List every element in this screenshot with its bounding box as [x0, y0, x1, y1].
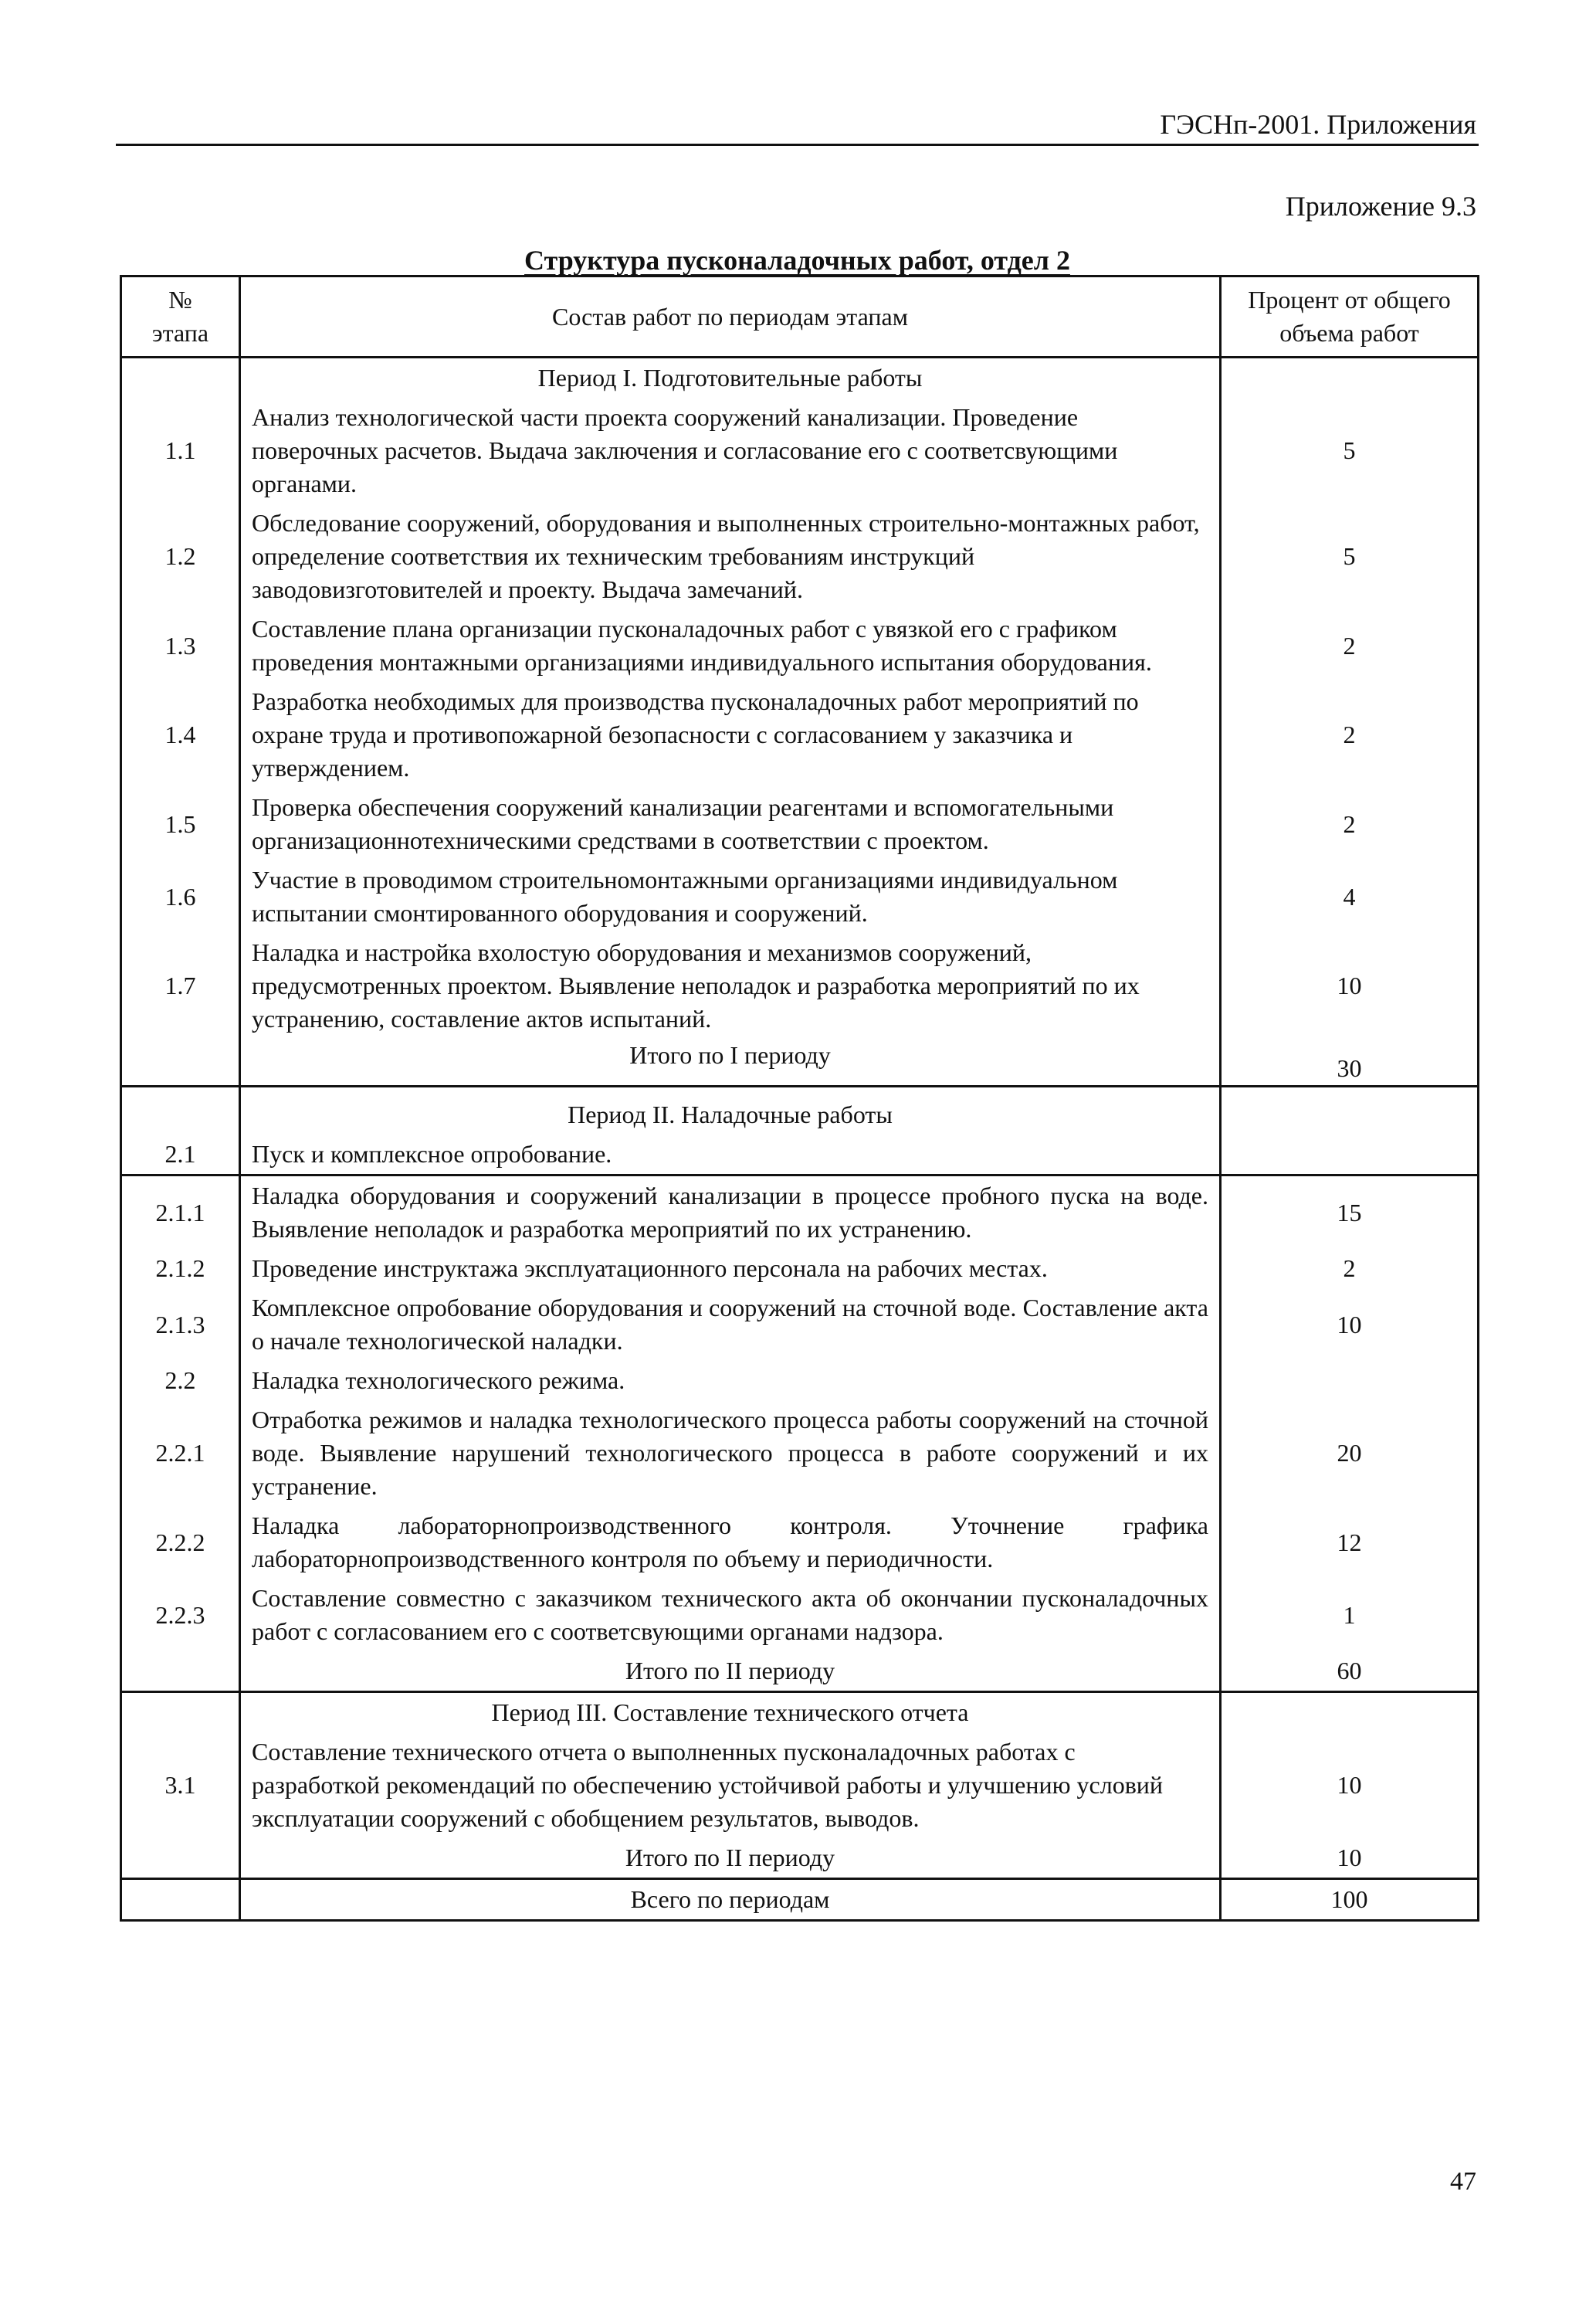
work-description: Составление технического отчета о выполненных пусконаладочных работах с разработкой рекомендаций по обеспечению устойчивой работы и улучшению условий эксплуатации сооружений с обобщением результатов, выводов. [240, 1732, 1221, 1838]
stage-number: 3.1 [121, 1732, 240, 1838]
period2-heading: Период II. Наладочные работы [240, 1087, 1221, 1135]
period-total-row [121, 1838, 1479, 1879]
table-row [121, 1249, 1479, 1288]
stage-number: 2.1.2 [121, 1249, 240, 1288]
work-description: Разработка необходимых для производства пусконаладочных работ мероприятий по охране труда и противопожарной безопасности с согласованием у заказчика и утверждением. [240, 682, 1221, 788]
period3-total-value: 10 [1221, 1838, 1479, 1879]
table-row [121, 788, 1479, 860]
work-percent: 5 [1221, 398, 1479, 504]
grand-total-row [121, 1879, 1479, 1921]
table-row [121, 860, 1479, 933]
table-header-row [121, 276, 1479, 358]
work-percent [1221, 1135, 1479, 1175]
work-percent: 5 [1221, 504, 1479, 609]
work-description: Наладка оборудования и сооружений канализации в процессе пробного пуска на воде. Выявление неполадок и разработка мероприятий по их устранению. [240, 1175, 1221, 1250]
work-description: Составление плана организации пусконаладочных работ с увязкой его с графиком проведения монтажными организациями индивидуального испытания оборудования. [240, 609, 1221, 682]
appendix-label: Приложение 9.3 [1285, 191, 1476, 222]
work-description: Участие в проводимом строительномонтажными организациями индивидуальном испытании смонтированного оборудования и сооружений. [240, 860, 1221, 933]
work-description: Наладка технологического режима. [240, 1361, 1221, 1400]
work-description: Составление совместно с заказчиком технического акта об окончании пусконаладочных работ с согласованием его с соответсвующими органами надзора. [240, 1579, 1221, 1651]
works-structure-table [120, 275, 1479, 1922]
work-description: Проверка обеспечения сооружений канализации реагентами и вспомогательными организационнотехническими средствами в соответствии с проектом. [240, 788, 1221, 860]
table-row [121, 1288, 1479, 1361]
percent-header-line2: объема работ [1279, 319, 1419, 347]
stage-number: 1.6 [121, 860, 240, 933]
table-title: Структура пусконаладочных работ, отдел 2 [524, 245, 1070, 276]
work-description: Наладка лабораторнопроизводственного контроля. Уточнение графика лабораторнопроизводственного контроля по объему и периодичности. [240, 1506, 1221, 1579]
stage-number: 1.4 [121, 682, 240, 788]
table-row [121, 1506, 1479, 1579]
work-percent: 2 [1221, 1249, 1479, 1288]
work-percent: 2 [1221, 609, 1479, 682]
table-row [121, 1135, 1479, 1175]
header-rule [116, 144, 1479, 146]
table-row [121, 609, 1479, 682]
period-total-row [121, 1651, 1479, 1692]
work-percent: 10 [1221, 933, 1479, 1039]
period3-heading: Период III. Составление технического отчета [240, 1692, 1221, 1733]
percent-header-line1: Процент от общего [1248, 286, 1451, 314]
work-description: Анализ технологической части проекта сооружений канализации. Проведение поверочных расчетов. Выдача заключения и согласование его с соответсвующими органами. [240, 398, 1221, 504]
grand-total-label: Всего по периодам [240, 1879, 1221, 1921]
work-percent: 2 [1221, 682, 1479, 788]
stage-number: 1.7 [121, 933, 240, 1039]
table-row [121, 1175, 1479, 1250]
work-percent: 10 [1221, 1288, 1479, 1361]
stage-number: 1.5 [121, 788, 240, 860]
stage-number: 2.2 [121, 1361, 240, 1400]
period3-total-label: Итого по II периоду [240, 1838, 1221, 1879]
period1-heading: Период I. Подготовительные работы [240, 358, 1221, 399]
table-row [121, 398, 1479, 504]
work-percent: 4 [1221, 860, 1479, 933]
period-heading-row [121, 1087, 1479, 1135]
grand-total-value: 100 [1221, 1879, 1479, 1921]
stage-number: 2.2.3 [121, 1579, 240, 1651]
table-row [121, 933, 1479, 1039]
period2-total-label: Итого по II периоду [240, 1651, 1221, 1692]
period-heading-row [121, 1692, 1479, 1733]
running-header: ГЭСНп-2001. Приложения [1160, 109, 1476, 140]
stage-column-header [121, 276, 240, 358]
period1-total-label: Итого по I периоду [240, 1039, 1221, 1087]
stage-number: 2.1 [121, 1135, 240, 1175]
work-percent: 10 [1221, 1732, 1479, 1838]
work-percent: 20 [1221, 1400, 1479, 1506]
stage-number: 2.1.3 [121, 1288, 240, 1361]
period-heading-row [121, 358, 1479, 399]
period2-total-value: 60 [1221, 1651, 1479, 1692]
work-percent: 15 [1221, 1175, 1479, 1250]
stage-number: 1.1 [121, 398, 240, 504]
stage-number: 1.2 [121, 504, 240, 609]
stage-number: 2.2.2 [121, 1506, 240, 1579]
table-row [121, 1361, 1479, 1400]
table-row [121, 682, 1479, 788]
work-description: Отработка режимов и наладка технологического процесса работы сооружений на сточной воде. Выявление нарушений технологического процесса в работе сооружений и их устранение. [240, 1400, 1221, 1506]
work-description: Комплексное опробование оборудования и сооружений на сточной воде. Составление акта о начале технологической наладки. [240, 1288, 1221, 1361]
percent-column-header [1221, 276, 1479, 358]
stage-number: 2.2.1 [121, 1400, 240, 1506]
period-total-row [121, 1039, 1479, 1087]
stage-header-line1: № [168, 286, 192, 314]
work-percent: 2 [1221, 788, 1479, 860]
work-percent: 1 [1221, 1579, 1479, 1651]
stage-header-line2: этапа [151, 319, 209, 347]
table-row [121, 504, 1479, 609]
work-percent: 12 [1221, 1506, 1479, 1579]
table-row [121, 1732, 1479, 1838]
work-description: Пуск и комплексное опробование. [240, 1135, 1221, 1175]
stage-number: 2.1.1 [121, 1175, 240, 1250]
stage-number: 1.3 [121, 609, 240, 682]
page-number: 47 [1450, 2167, 1476, 2196]
table-row [121, 1400, 1479, 1506]
work-description: Наладка и настройка вхолостую оборудования и механизмов сооружений, предусмотренных проектом. Выявление неполадок и разработка мероприятий по их устранению, составление актов испытаний. [240, 933, 1221, 1039]
period1-total-value: 30 [1221, 1039, 1479, 1087]
work-description: Проведение инструктажа эксплуатационного персонала на рабочих местах. [240, 1249, 1221, 1288]
work-percent [1221, 1361, 1479, 1400]
table-row [121, 1579, 1479, 1651]
work-description: Обследование сооружений, оборудования и выполненных строительно-монтажных работ, определение соответствия их техническим требованиям инструкций заводовизготовителей и проекту. Выдача замечаний. [240, 504, 1221, 609]
composition-column-header: Состав работ по периодам этапам [240, 276, 1221, 358]
